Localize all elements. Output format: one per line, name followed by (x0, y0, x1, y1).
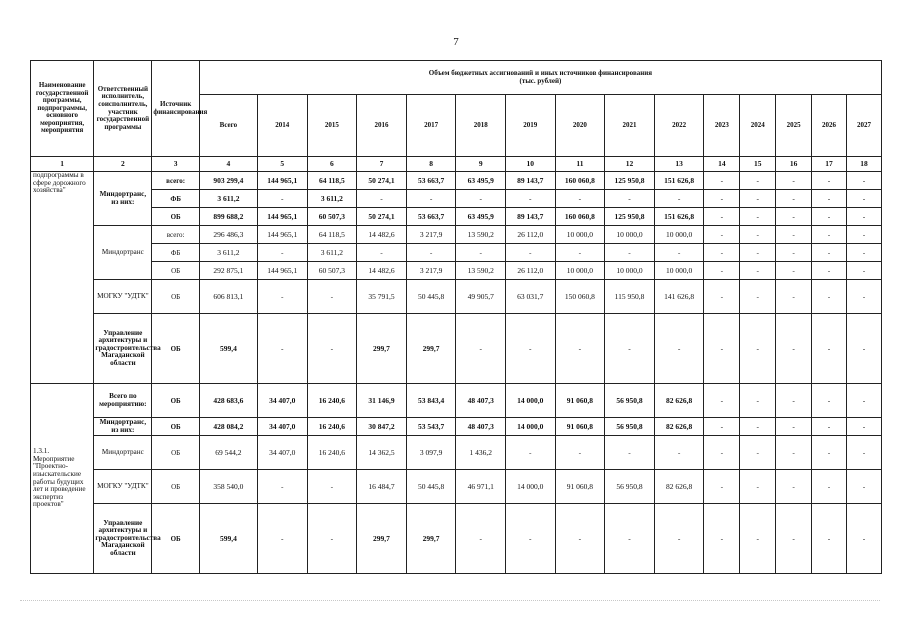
amount-cell: 144 965,1 (257, 226, 307, 244)
amount-cell: - (257, 314, 307, 384)
responsible-executor: Миндортранс (94, 226, 152, 280)
amount-cell: - (456, 190, 506, 208)
header-year-1: 2014 (257, 95, 307, 157)
amount-cell: 16 484,7 (357, 470, 407, 504)
amount-cell: 82 626,8 (654, 418, 704, 436)
amount-cell: 299,7 (406, 504, 456, 574)
funding-source: всего: (152, 226, 200, 244)
amount-cell: - (257, 504, 307, 574)
amount-cell: - (776, 436, 812, 470)
amount-cell: - (605, 314, 655, 384)
amount-cell: - (812, 208, 847, 226)
amount-cell: 160 060,8 (555, 172, 605, 190)
header-year-13: 2026 (812, 95, 847, 157)
amount-cell: - (555, 244, 605, 262)
amount-cell: 599,4 (199, 504, 257, 574)
amount-cell: 56 950,8 (605, 470, 655, 504)
amount-cell: 50 274,1 (357, 208, 407, 226)
amount-cell: - (740, 418, 776, 436)
responsible-executor: Миндортранс, из них: (94, 418, 152, 436)
amount-cell: - (812, 436, 847, 470)
amount-cell: 10 000,0 (555, 262, 605, 280)
amount-cell: - (654, 190, 704, 208)
amount-cell: 144 965,1 (257, 172, 307, 190)
scan-noise-line (20, 600, 880, 603)
amount-cell: - (506, 436, 556, 470)
header-year-11: 2024 (740, 95, 776, 157)
amount-cell: - (506, 244, 556, 262)
column-number-8: 8 (406, 157, 456, 172)
amount-cell: 26 112,0 (506, 226, 556, 244)
amount-cell: 60 507,3 (307, 208, 357, 226)
funding-source: ОБ (152, 280, 200, 314)
amount-cell: - (812, 314, 847, 384)
amount-cell: 14 362,5 (357, 436, 407, 470)
amount-cell: - (846, 470, 881, 504)
amount-cell: 34 407,0 (257, 418, 307, 436)
amount-cell: 34 407,0 (257, 436, 307, 470)
amount-cell: 63 495,9 (456, 208, 506, 226)
amount-cell: - (740, 436, 776, 470)
page-number: 7 (453, 36, 459, 48)
amount-cell: - (812, 226, 847, 244)
amount-cell: - (776, 208, 812, 226)
amount-cell: - (406, 244, 456, 262)
amount-cell: 115 950,8 (605, 280, 655, 314)
funding-source: ОБ (152, 314, 200, 384)
funding-source: ОБ (152, 262, 200, 280)
budget-table (30, 60, 882, 574)
amount-cell: - (654, 314, 704, 384)
amount-cell: - (704, 280, 740, 314)
column-number-3: 3 (152, 157, 200, 172)
amount-cell: - (704, 384, 740, 418)
amount-cell: - (307, 504, 357, 574)
table-row (31, 190, 882, 208)
amount-cell: 69 544,2 (199, 436, 257, 470)
amount-cell: 56 950,8 (605, 418, 655, 436)
amount-cell: - (846, 208, 881, 226)
amount-cell: 53 663,7 (406, 208, 456, 226)
amount-cell: - (456, 314, 506, 384)
amount-cell: 14 000,0 (506, 418, 556, 436)
table-row (31, 208, 882, 226)
amount-cell: - (812, 470, 847, 504)
amount-cell: 35 791,5 (357, 280, 407, 314)
header-year-14: 2027 (846, 95, 881, 157)
amount-cell: 50 274,1 (357, 172, 407, 190)
amount-cell: 3 097,9 (406, 436, 456, 470)
amount-cell: 26 112,0 (506, 262, 556, 280)
amount-cell: - (776, 470, 812, 504)
amount-cell: 903 299,4 (199, 172, 257, 190)
amount-cell: 3 611,2 (307, 244, 357, 262)
amount-cell: - (704, 244, 740, 262)
amount-cell: - (257, 470, 307, 504)
amount-cell: 50 445,8 (406, 470, 456, 504)
table-row (31, 172, 882, 190)
amount-cell: 34 407,0 (257, 384, 307, 418)
column-number-1: 1 (31, 157, 94, 172)
column-number-6: 6 (307, 157, 357, 172)
amount-cell: 63 495,9 (456, 172, 506, 190)
amount-cell: 16 240,6 (307, 436, 357, 470)
amount-cell: - (456, 504, 506, 574)
block2-measure-name: 1.3.1. Мероприятие "Проектно-изыскательские работы будущих лет и проведение экспертиз проектов" (31, 384, 94, 574)
amount-cell: 56 950,8 (605, 384, 655, 418)
funding-source: ФБ (152, 190, 200, 208)
amount-cell: 3 611,2 (199, 190, 257, 208)
amount-cell: - (776, 262, 812, 280)
amount-cell: - (257, 190, 307, 208)
header-volume-group (199, 61, 881, 95)
header-year-9: 2022 (654, 95, 704, 157)
amount-cell: 3 217,9 (406, 262, 456, 280)
funding-source: ОБ (152, 436, 200, 470)
amount-cell: - (654, 504, 704, 574)
amount-cell: 606 813,1 (199, 280, 257, 314)
amount-cell: - (812, 504, 847, 574)
amount-cell: - (555, 190, 605, 208)
table-row (31, 418, 882, 436)
responsible-executor: МОГКУ "УДТК" (94, 280, 152, 314)
amount-cell: 50 445,8 (406, 280, 456, 314)
amount-cell: - (704, 226, 740, 244)
amount-cell: - (776, 190, 812, 208)
amount-cell: 10 000,0 (654, 262, 704, 280)
amount-cell: 64 118,5 (307, 172, 357, 190)
amount-cell: - (846, 244, 881, 262)
amount-cell: - (406, 190, 456, 208)
column-number-17: 17 (812, 157, 847, 172)
amount-cell: - (776, 504, 812, 574)
amount-cell: 144 965,1 (257, 262, 307, 280)
amount-cell: - (740, 470, 776, 504)
amount-cell: - (740, 226, 776, 244)
table-row (31, 244, 882, 262)
funding-source: всего: (152, 172, 200, 190)
amount-cell: 3 611,2 (307, 190, 357, 208)
amount-cell: - (812, 418, 847, 436)
amount-cell: 13 590,2 (456, 262, 506, 280)
amount-cell: 428 084,2 (199, 418, 257, 436)
amount-cell: 125 950,8 (605, 208, 655, 226)
column-number-4: 4 (199, 157, 257, 172)
amount-cell: 299,7 (357, 504, 407, 574)
amount-cell: 10 000,0 (605, 262, 655, 280)
amount-cell: 14 000,0 (506, 470, 556, 504)
table-body (31, 172, 882, 574)
amount-cell: - (740, 190, 776, 208)
table-row (31, 504, 882, 574)
amount-cell: 53 663,7 (406, 172, 456, 190)
amount-cell: 3 611,2 (199, 244, 257, 262)
amount-cell: - (776, 172, 812, 190)
amount-cell: - (357, 190, 407, 208)
amount-cell: - (605, 436, 655, 470)
amount-cell: - (846, 226, 881, 244)
header-name-col: Наименование государственной программы, подпрограммы, основного мероприятия, мероприятия (31, 61, 94, 157)
amount-cell: - (776, 384, 812, 418)
header-volume-unit: (тыс. рублей) (519, 76, 562, 85)
amount-cell: - (555, 504, 605, 574)
table-row (31, 226, 882, 244)
amount-cell: 292 875,1 (199, 262, 257, 280)
amount-cell: 60 507,3 (307, 262, 357, 280)
amount-cell: - (307, 280, 357, 314)
column-number-7: 7 (357, 157, 407, 172)
amount-cell: 91 060,8 (555, 384, 605, 418)
table-header (31, 61, 882, 172)
amount-cell: 10 000,0 (555, 226, 605, 244)
amount-cell: 82 626,8 (654, 384, 704, 418)
header-year-12: 2025 (776, 95, 812, 157)
header-year-3: 2016 (357, 95, 407, 157)
table-row (31, 436, 882, 470)
amount-cell: - (740, 244, 776, 262)
amount-cell: - (307, 314, 357, 384)
amount-cell: 125 950,8 (605, 172, 655, 190)
amount-cell: - (506, 504, 556, 574)
column-number-16: 16 (776, 157, 812, 172)
amount-cell: 82 626,8 (654, 470, 704, 504)
amount-cell: - (605, 244, 655, 262)
amount-cell: 299,7 (357, 314, 407, 384)
header-year-2: 2015 (307, 95, 357, 157)
amount-cell: - (605, 504, 655, 574)
amount-cell: 14 000,0 (506, 384, 556, 418)
funding-source: ОБ (152, 418, 200, 436)
amount-cell: 144 965,1 (257, 208, 307, 226)
amount-cell: - (704, 504, 740, 574)
amount-cell: - (740, 280, 776, 314)
amount-cell: - (307, 470, 357, 504)
responsible-executor: Управление архитектуры и градостроительства Магаданской области (94, 504, 152, 574)
amount-cell: - (812, 280, 847, 314)
amount-cell: - (740, 314, 776, 384)
column-number-18: 18 (846, 157, 881, 172)
table-row (31, 470, 882, 504)
amount-cell: 91 060,8 (555, 470, 605, 504)
table-row (31, 280, 882, 314)
amount-cell: - (654, 436, 704, 470)
header-year-8: 2021 (605, 95, 655, 157)
amount-cell: - (555, 314, 605, 384)
amount-cell: - (704, 262, 740, 280)
amount-cell: - (846, 280, 881, 314)
responsible-executor: Миндортранс, из них: (94, 172, 152, 226)
amount-cell: 899 688,2 (199, 208, 257, 226)
header-responsible-col: Ответственный исполнитель, соисполнитель, участник государственной программы (94, 61, 152, 157)
amount-cell: 3 217,9 (406, 226, 456, 244)
amount-cell: - (846, 190, 881, 208)
table-row (31, 384, 882, 418)
amount-cell: 89 143,7 (506, 172, 556, 190)
amount-cell: 91 060,8 (555, 418, 605, 436)
amount-cell: - (704, 314, 740, 384)
amount-cell: - (846, 504, 881, 574)
column-number-11: 11 (555, 157, 605, 172)
amount-cell: - (846, 384, 881, 418)
header-year-4: 2017 (406, 95, 456, 157)
amount-cell: - (506, 190, 556, 208)
amount-cell: 141 626,8 (654, 280, 704, 314)
amount-cell: - (704, 470, 740, 504)
amount-cell: - (812, 190, 847, 208)
column-number-10: 10 (506, 157, 556, 172)
amount-cell: - (704, 172, 740, 190)
amount-cell: 151 626,8 (654, 208, 704, 226)
amount-cell: - (812, 262, 847, 280)
amount-cell: 16 240,6 (307, 418, 357, 436)
amount-cell: 16 240,6 (307, 384, 357, 418)
amount-cell: 150 060,8 (555, 280, 605, 314)
amount-cell: - (846, 418, 881, 436)
amount-cell: 296 486,3 (199, 226, 257, 244)
column-number-15: 15 (740, 157, 776, 172)
amount-cell: - (740, 262, 776, 280)
amount-cell: - (846, 172, 881, 190)
responsible-executor: Управление архитектуры и градостроительства Магаданской области (94, 314, 152, 384)
amount-cell: - (776, 226, 812, 244)
header-volume-title: Объем бюджетных ассигнований и иных источников финансирования (428, 68, 653, 77)
amount-cell: - (846, 436, 881, 470)
amount-cell: - (846, 262, 881, 280)
amount-cell: 53 843,4 (406, 384, 456, 418)
amount-cell: - (740, 384, 776, 418)
header-year-7: 2020 (555, 95, 605, 157)
amount-cell: 14 482,6 (357, 262, 407, 280)
amount-cell: - (776, 244, 812, 262)
amount-cell: - (704, 418, 740, 436)
amount-cell: - (740, 208, 776, 226)
amount-cell: - (257, 244, 307, 262)
funding-source: ФБ (152, 244, 200, 262)
funding-source: ОБ (152, 470, 200, 504)
amount-cell: - (812, 172, 847, 190)
header-year-5: 2018 (456, 95, 506, 157)
amount-cell: 30 847,2 (357, 418, 407, 436)
column-number-14: 14 (704, 157, 740, 172)
column-number-5: 5 (257, 157, 307, 172)
amount-cell: 1 436,2 (456, 436, 506, 470)
amount-cell: 48 407,3 (456, 384, 506, 418)
amount-cell: 64 118,5 (307, 226, 357, 244)
header-year-10: 2023 (704, 95, 740, 157)
amount-cell: - (740, 172, 776, 190)
amount-cell: - (605, 190, 655, 208)
amount-cell: 46 971,1 (456, 470, 506, 504)
amount-cell: - (654, 244, 704, 262)
table-row (31, 314, 882, 384)
header-year-0: Всего (199, 95, 257, 157)
amount-cell: 48 407,3 (456, 418, 506, 436)
amount-cell: 63 031,7 (506, 280, 556, 314)
amount-cell: - (776, 314, 812, 384)
amount-cell: - (704, 436, 740, 470)
column-number-9: 9 (456, 157, 506, 172)
column-number-12: 12 (605, 157, 655, 172)
funding-source: ОБ (152, 504, 200, 574)
amount-cell: 10 000,0 (605, 226, 655, 244)
amount-cell: 31 146,9 (357, 384, 407, 418)
amount-cell: - (812, 244, 847, 262)
amount-cell: 599,4 (199, 314, 257, 384)
amount-cell: - (846, 314, 881, 384)
column-numbers-row (31, 157, 882, 172)
amount-cell: - (740, 504, 776, 574)
amount-cell: 299,7 (406, 314, 456, 384)
block1-measure-name: подпрограммы в сфере дорожного хозяйства" (31, 172, 94, 384)
amount-cell: 160 060,8 (555, 208, 605, 226)
responsible-executor: МОГКУ "УДТК" (94, 470, 152, 504)
responsible-executor: Миндортранс (94, 436, 152, 470)
responsible-executor: Всего по мероприятию: (94, 384, 152, 418)
amount-cell: - (555, 436, 605, 470)
header-year-6: 2019 (506, 95, 556, 157)
amount-cell: 428 683,6 (199, 384, 257, 418)
amount-cell: - (506, 314, 556, 384)
table-row (31, 262, 882, 280)
amount-cell: - (357, 244, 407, 262)
column-number-2: 2 (94, 157, 152, 172)
header-source-col: Источник финансирования (152, 61, 200, 157)
amount-cell: - (257, 280, 307, 314)
amount-cell: 89 143,7 (506, 208, 556, 226)
amount-cell: 10 000,0 (654, 226, 704, 244)
amount-cell: 49 905,7 (456, 280, 506, 314)
amount-cell: 14 482,6 (357, 226, 407, 244)
amount-cell: 151 626,8 (654, 172, 704, 190)
amount-cell: 358 540,0 (199, 470, 257, 504)
column-number-13: 13 (654, 157, 704, 172)
amount-cell: - (456, 244, 506, 262)
amount-cell: 53 543,7 (406, 418, 456, 436)
funding-source: ОБ (152, 384, 200, 418)
amount-cell: - (704, 208, 740, 226)
amount-cell: - (776, 280, 812, 314)
amount-cell: 13 590,2 (456, 226, 506, 244)
amount-cell: - (776, 418, 812, 436)
amount-cell: - (704, 190, 740, 208)
funding-source: ОБ (152, 208, 200, 226)
amount-cell: - (812, 384, 847, 418)
